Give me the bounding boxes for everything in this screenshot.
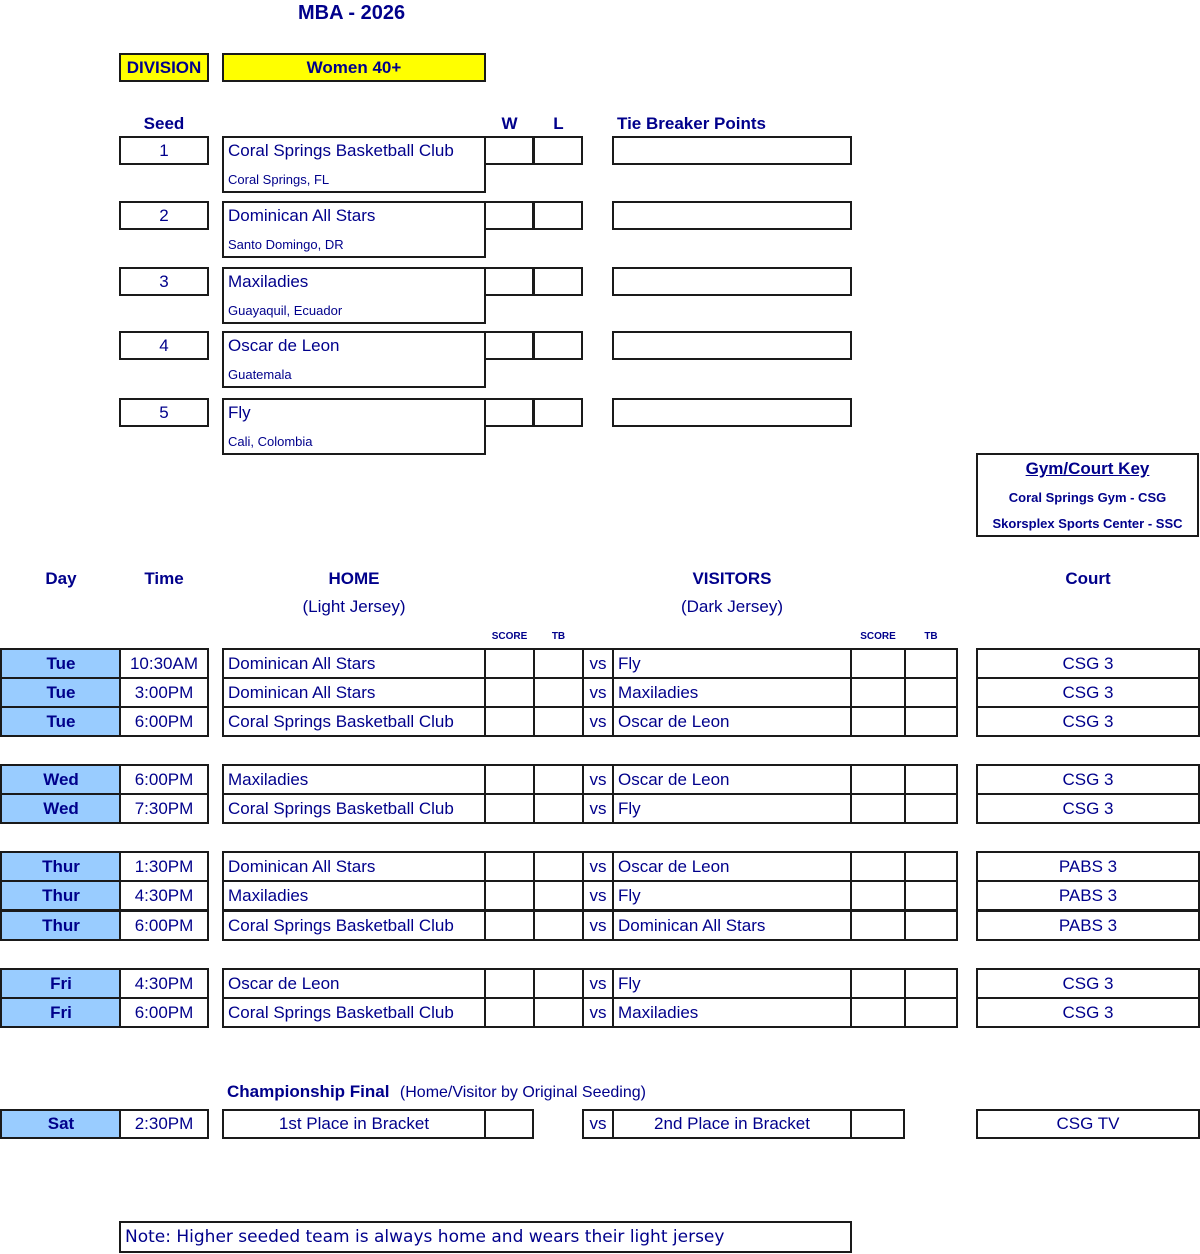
visitor-score-cell[interactable] (850, 968, 906, 999)
visitor-team: Maxiladies (612, 997, 852, 1028)
visitor-team: Dominican All Stars (612, 910, 852, 941)
final-title: Championship Final (227, 1082, 390, 1101)
home-team: Coral Springs Basketball Club (222, 793, 486, 824)
home-score-cell[interactable] (484, 677, 535, 708)
team-card (222, 136, 486, 193)
game-time: 4:30PM (119, 880, 209, 911)
visitor-score-cell[interactable] (850, 910, 906, 941)
home-tb-cell[interactable] (533, 677, 584, 708)
home-subheader: (Light Jersey) (302, 597, 406, 616)
home-team: Dominican All Stars (222, 677, 486, 708)
visitor-tb-cell[interactable] (904, 648, 958, 679)
game-court: PABS 3 (976, 880, 1200, 911)
final-day: Sat (0, 1109, 122, 1139)
home-tb-cell[interactable] (533, 793, 584, 824)
home-score-cell[interactable] (484, 997, 535, 1028)
home-tb-cell[interactable] (533, 910, 584, 941)
visitor-team: Oscar de Leon (612, 764, 852, 795)
visitor-tb-cell[interactable] (904, 880, 958, 911)
vs-label: vs (582, 851, 614, 882)
home-team: Dominican All Stars (222, 851, 486, 882)
home-score-cell[interactable] (484, 793, 535, 824)
losses-cell[interactable] (533, 398, 583, 427)
visitor-team: Oscar de Leon (612, 851, 852, 882)
visitor-score-header: SCORE (860, 630, 896, 642)
final-vs: vs (582, 1109, 614, 1139)
game-day: Thur (0, 910, 122, 941)
home-team: Coral Springs Basketball Club (222, 706, 486, 737)
game-court: CSG 3 (976, 997, 1200, 1028)
home-score-cell[interactable] (484, 880, 535, 911)
wins-header: W (501, 114, 518, 133)
seed-header: Seed (143, 114, 185, 133)
game-day: Tue (0, 648, 122, 679)
vs-label: vs (582, 706, 614, 737)
home-score-cell[interactable] (484, 648, 535, 679)
game-court: CSG 3 (976, 648, 1200, 679)
court-key (976, 453, 1199, 537)
team-location: Guayaquil, Ecuador (228, 303, 343, 318)
wins-cell[interactable] (484, 331, 534, 360)
home-score-cell[interactable] (484, 910, 535, 941)
home-header: HOME (328, 569, 380, 588)
visitor-score-cell[interactable] (850, 851, 906, 882)
team-name: Fly (228, 403, 251, 422)
home-score-cell[interactable] (484, 851, 535, 882)
final-visitor: 2nd Place in Bracket (612, 1109, 852, 1139)
game-day: Wed (0, 764, 122, 795)
division-value: Women 40+ (222, 53, 486, 82)
tiebreaker-cell[interactable] (612, 136, 852, 165)
game-time: 3:00PM (119, 677, 209, 708)
home-tb-cell[interactable] (533, 706, 584, 737)
game-court: CSG 3 (976, 677, 1200, 708)
tiebreaker-cell[interactable] (612, 201, 852, 230)
game-court: CSG 3 (976, 968, 1200, 999)
vs-label: vs (582, 648, 614, 679)
visitor-tb-cell[interactable] (904, 997, 958, 1028)
wins-cell[interactable] (484, 136, 534, 165)
vs-label: vs (582, 968, 614, 999)
team-location: Guatemala (228, 367, 292, 382)
visitor-tb-cell[interactable] (904, 764, 958, 795)
tiebreaker-cell[interactable] (612, 398, 852, 427)
home-score-cell[interactable] (484, 968, 535, 999)
wins-cell[interactable] (484, 201, 534, 230)
game-day: Wed (0, 793, 122, 824)
losses-header: L (553, 114, 564, 133)
game-court: CSG 3 (976, 706, 1200, 737)
home-team: Maxiladies (222, 880, 486, 911)
visitor-score-cell[interactable] (850, 764, 906, 795)
visitor-score-cell[interactable] (850, 706, 906, 737)
vs-label: vs (582, 677, 614, 708)
game-day: Tue (0, 677, 122, 708)
seed-cell: 1 (119, 136, 209, 165)
note: Note: Higher seeded team is always home and wears their light jersey (119, 1221, 852, 1253)
visitor-score-cell[interactable] (850, 997, 906, 1028)
page-title: MBA - 2026 (298, 2, 406, 24)
seed-cell: 2 (119, 201, 209, 230)
final-subtitle: (Home/Visitor by Original Seeding) (399, 1084, 646, 1101)
court-key-line: Coral Springs Gym - CSG (1008, 490, 1167, 505)
visitor-score-cell[interactable] (850, 648, 906, 679)
visitor-team: Fly (612, 793, 852, 824)
home-score-header: SCORE (491, 630, 528, 642)
wins-cell[interactable] (484, 398, 534, 427)
game-court: PABS 3 (976, 910, 1200, 941)
home-team: Coral Springs Basketball Club (222, 997, 486, 1028)
visitor-tb-cell[interactable] (904, 793, 958, 824)
game-time: 7:30PM (119, 793, 209, 824)
home-team: Dominican All Stars (222, 648, 486, 679)
vs-label: vs (582, 880, 614, 911)
division-label: DIVISION (119, 53, 209, 82)
losses-cell[interactable] (533, 201, 583, 230)
home-tb-cell[interactable] (533, 851, 584, 882)
team-name: Oscar de Leon (228, 336, 340, 355)
visitor-tb-cell[interactable] (904, 851, 958, 882)
final-home: 1st Place in Bracket (222, 1109, 486, 1139)
game-day: Thur (0, 851, 122, 882)
seed-cell: 3 (119, 267, 209, 296)
game-day: Fri (0, 997, 122, 1028)
home-team: Coral Springs Basketball Club (222, 910, 486, 941)
visitors-subheader: (Dark Jersey) (680, 597, 783, 616)
team-location: Coral Springs, FL (228, 172, 330, 187)
visitors-header: VISITORS (692, 569, 772, 588)
visitor-team: Fly (612, 968, 852, 999)
visitor-tb-cell[interactable] (904, 910, 958, 941)
game-time: 4:30PM (119, 968, 209, 999)
losses-cell[interactable] (533, 136, 583, 165)
game-time: 6:00PM (119, 706, 209, 737)
seed-cell: 5 (119, 398, 209, 427)
final-heading (227, 1082, 646, 1102)
game-court: PABS 3 (976, 851, 1200, 882)
vs-label: vs (582, 997, 614, 1028)
court-header: Court (1065, 569, 1111, 588)
visitor-team: Oscar de Leon (612, 706, 852, 737)
game-court: CSG 3 (976, 793, 1200, 824)
day-header: Day (45, 569, 77, 588)
visitor-score-cell[interactable] (850, 677, 906, 708)
time-header: Time (144, 569, 184, 588)
vs-label: vs (582, 910, 614, 941)
game-time: 6:00PM (119, 764, 209, 795)
team-card (222, 201, 486, 258)
team-location: Cali, Colombia (228, 434, 313, 449)
home-tb-cell[interactable] (533, 648, 584, 679)
visitor-tb-cell[interactable] (904, 968, 958, 999)
game-time: 1:30PM (119, 851, 209, 882)
tiebreaker-header: Tie Breaker Points (617, 114, 766, 133)
visitor-team: Fly (612, 648, 852, 679)
tiebreaker-cell[interactable] (612, 331, 852, 360)
home-tb-cell[interactable] (533, 764, 584, 795)
losses-cell[interactable] (533, 331, 583, 360)
game-day: Fri (0, 968, 122, 999)
home-team: Maxiladies (222, 764, 486, 795)
home-score-cell[interactable] (484, 764, 535, 795)
visitor-tb-cell[interactable] (904, 706, 958, 737)
court-key-line: Skorsplex Sports Center - SSC (992, 516, 1183, 531)
visitor-team: Fly (612, 880, 852, 911)
game-day: Tue (0, 706, 122, 737)
home-tb-cell[interactable] (533, 880, 584, 911)
final-home-score[interactable] (484, 1109, 534, 1139)
team-name: Dominican All Stars (228, 206, 376, 225)
court-key-title: Gym/Court Key (1025, 459, 1150, 478)
team-name: Maxiladies (228, 272, 309, 291)
team-card (222, 398, 486, 455)
home-team: Oscar de Leon (222, 968, 486, 999)
game-time: 10:30AM (119, 648, 209, 679)
final-court: CSG TV (976, 1109, 1200, 1139)
visitor-score-cell[interactable] (850, 880, 906, 911)
tiebreaker-cell[interactable] (612, 267, 852, 296)
vs-label: vs (582, 764, 614, 795)
vs-label: vs (582, 793, 614, 824)
team-card (222, 331, 486, 388)
game-time: 6:00PM (119, 910, 209, 941)
game-court: CSG 3 (976, 764, 1200, 795)
home-tb-cell[interactable] (533, 968, 584, 999)
visitor-score-cell[interactable] (850, 793, 906, 824)
game-time: 6:00PM (119, 997, 209, 1028)
game-day: Thur (0, 880, 122, 911)
final-time: 2:30PM (119, 1109, 209, 1139)
visitor-tb-header: TB (924, 630, 938, 642)
wins-cell[interactable] (484, 267, 534, 296)
team-card (222, 267, 486, 324)
home-tb-header: TB (551, 630, 566, 642)
losses-cell[interactable] (533, 267, 583, 296)
seed-cell: 4 (119, 331, 209, 360)
team-name: Coral Springs Basketball Club (228, 141, 454, 160)
final-visitor-score[interactable] (850, 1109, 905, 1139)
visitor-team: Maxiladies (612, 677, 852, 708)
visitor-tb-cell[interactable] (904, 677, 958, 708)
team-location: Santo Domingo, DR (228, 237, 344, 252)
home-tb-cell[interactable] (533, 997, 584, 1028)
home-score-cell[interactable] (484, 706, 535, 737)
